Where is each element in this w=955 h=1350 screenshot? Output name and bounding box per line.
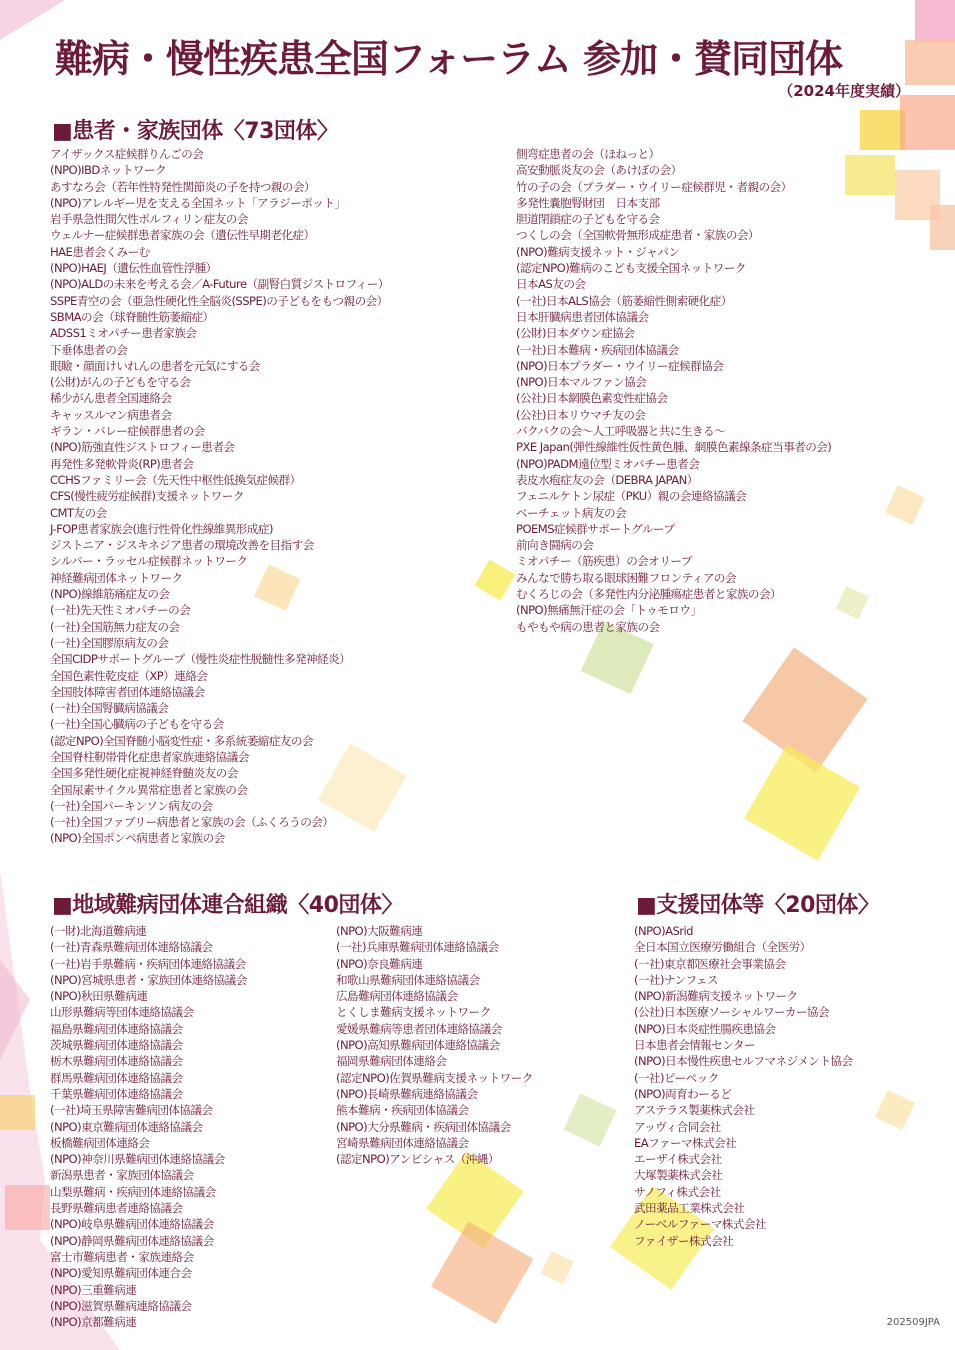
organization-name: (NPO)PADM遠位型ミオパチー患者会 [516, 456, 700, 471]
regional-list-col1 [50, 923, 247, 1330]
organization-name: (NPO)東京難病団体連絡協議会 [50, 1119, 203, 1134]
organization-name: (一社)青森県難病団体連絡協議会 [50, 940, 213, 955]
organization-name: フェニルケトン尿症（PKU）親の会連絡協議会 [516, 489, 747, 504]
regional-list-col2 [336, 923, 533, 1167]
organization-name: (NPO)IBDネットワーク [50, 163, 166, 178]
organization-name: 愛媛県難病等患者団体連絡協議会 [336, 1021, 502, 1036]
organization-name: 全国多発性硬化症視神経脊髄炎友の会 [50, 766, 238, 781]
organization-name: (NPO)日本炎症性腸疾患協会 [634, 1021, 776, 1036]
organization-name: キャッスルマン病患者会 [50, 407, 172, 422]
organization-name: 山梨県難病・疾病団体連絡協議会 [50, 1184, 216, 1199]
organization-name: (NPO)神奈川県難病団体連絡協議会 [50, 1152, 225, 1167]
page-title: 難病・慢性疾患全国フォーラム 参加・賛同団体 [55, 37, 842, 81]
organization-name: 熊本難病・疾病団体協議会 [336, 1103, 469, 1118]
organization-name: ベーチェット病友の会 [516, 505, 627, 520]
organization-name: 福島県難病団体連絡協議会 [50, 1021, 183, 1036]
organization-name: (NPO)奈良難病連 [336, 956, 423, 971]
organization-name: サノフィ株式会社 [634, 1184, 721, 1199]
organization-name: (NPO)滋賀県難病連絡協議会 [50, 1298, 192, 1313]
organization-name: (認定NPO)アンビシャス（沖縄） [336, 1152, 499, 1167]
organization-name: SSPE青空の会（亜急性硬化性全脳炎(SSPE)の子どもをもつ親の会） [50, 293, 388, 308]
organization-name: (認定NPO)難病のこども支援全国ネットワーク [516, 261, 746, 276]
organization-name: (公社)日本網膜色素変性症協会 [516, 391, 668, 406]
organization-name: (一社)全国膠原病友の会 [50, 635, 169, 650]
patients-list-col2 [516, 146, 831, 635]
organization-name: (NPO)全国ポンペ病患者と家族の会 [50, 831, 225, 846]
organization-name: アイザックス症候群りんごの会 [50, 147, 204, 161]
organization-name: 栃木県難病団体連絡協議会 [50, 1054, 183, 1069]
organization-name: (公社)日本医療ソーシャルワーカー協会 [634, 1005, 829, 1020]
organization-name: (NPO)新潟難病支援ネットワーク [634, 989, 798, 1004]
organization-name: (一社)全国心臓病の子どもを守る会 [50, 717, 224, 732]
organization-name: (一社)ピーペック [634, 1070, 719, 1085]
organization-name: 山形県難病等団体連絡協議会 [50, 1005, 194, 1020]
organization-name: (認定NPO)全国脊髄小脳変性症・多系統萎縮症友の会 [50, 733, 314, 748]
organization-name: アステラス製薬株式会社 [634, 1103, 755, 1118]
organization-name: (一社)日本難病・疾病団体協議会 [516, 342, 679, 357]
organization-name: とくしま難病支援ネットワーク [336, 1005, 491, 1020]
organization-name: (一社)日本ALS協会（筋萎縮性側索硬化症） [516, 293, 732, 308]
organization-name: 高安動脈炎友の会（あけぼの会） [516, 163, 682, 178]
organization-name: (一社)ナンフェス [634, 972, 719, 987]
organization-name: ギラン・バレー症候群患者の会 [50, 424, 205, 439]
organization-name: (NPO)大分県難病・疾病団体協議会 [336, 1119, 511, 1134]
organization-name: 表皮水疱症友の会（DEBRA JAPAN） [516, 472, 698, 487]
organization-name: (NPO)長崎県難病連絡協議会 [336, 1086, 478, 1101]
organization-name: POEMS症候群サポートグループ [516, 521, 675, 536]
organization-name: (認定NPO)佐賀県難病支援ネットワーク [336, 1070, 533, 1085]
organization-name: (NPO)日本慢性疾患セルフマネジメント協会 [634, 1054, 853, 1069]
organization-name: (NPO)無痛無汗症の会「トゥモロウ」 [516, 603, 702, 618]
organization-name: 長野県難病患者連絡協議会 [50, 1201, 183, 1216]
organization-name: 多発性嚢胞腎財団 日本支部 [516, 195, 660, 210]
organization-name: (一社)全国ファブリー病患者と家族の会（ふくろうの会） [50, 815, 334, 830]
organization-name: アッヴィ合同会社 [634, 1119, 721, 1134]
organization-name: ミオパチー（筋疾患）の会オリーブ [516, 554, 692, 569]
organization-name: 日本AS友の会 [516, 277, 586, 292]
organization-name: あすなろ会（若年性特発性関節炎の子を持つ親の会） [50, 179, 316, 194]
organization-name: 和歌山県難病団体連絡協議会 [336, 972, 480, 987]
organization-name: 日本患者会情報センター [634, 1038, 756, 1053]
organization-name: HAE患者会くみーむ [50, 244, 150, 259]
patients-list-col1 [50, 146, 389, 847]
organization-name: CFS(慢性疲労症候群)支援ネットワーク [50, 489, 244, 504]
organization-name: 福岡県難病団体連絡会 [336, 1054, 447, 1069]
organization-name: 稀少がん患者全国連絡会 [50, 391, 172, 406]
organization-name: シルバー・ラッセル症候群ネットワーク [50, 554, 248, 569]
organization-name: ノーベルファーマ株式会社 [634, 1217, 766, 1232]
organization-name: 眼瞼・顔面けいれんの患者を元気にする会 [50, 358, 260, 373]
organization-name: (NPO)秋田県難病連 [50, 989, 148, 1004]
organization-name: 竹の子の会（プラダー・ウイリー症候群児・者親の会） [516, 179, 792, 194]
organization-name: 全国CIDPサポートグループ（慢性炎症性脱髄性多発神経炎） [50, 652, 351, 667]
section-heading-support: ■支援団体等〈20団体〉 [636, 893, 880, 918]
organization-name: 千葉県難病団体連絡協議会 [50, 1086, 183, 1101]
organization-name: 前向き闘病の会 [516, 538, 594, 553]
organization-name: 新潟県患者・家族団体協議会 [50, 1168, 194, 1183]
organization-name: 全国色素性乾皮症（XP）連絡会 [50, 668, 208, 683]
organization-name: バクバクの会～人工呼吸器と共に生きる～ [516, 424, 726, 439]
organization-name: 広島難病団体連絡協議会 [336, 989, 458, 1004]
organization-name: 日本肝臓病患者団体協議会 [516, 309, 649, 324]
organization-name: (一社)東京都医療社会事業協会 [634, 956, 786, 971]
organization-name: CCHSファミリー会（先天性中枢性低換気症候群） [50, 472, 301, 487]
organization-name: 大塚製薬株式会社 [634, 1168, 723, 1183]
organization-name: (NPO)日本マルファン協会 [516, 375, 647, 390]
page-subtitle: （2024年度実績） [778, 82, 910, 100]
organization-name: (公財)日本ダウン症協会 [516, 326, 635, 341]
support-list-col1 [634, 923, 852, 1249]
organization-name: 全国脊柱靭帯骨化症患者家族連絡協議会 [50, 749, 249, 764]
organization-name: 全日本国立医療労働組合（全医労） [634, 940, 811, 955]
organization-name: (一社)全国筋無力症友の会 [50, 619, 180, 634]
organization-name: もやもや病の患者と家族の会 [516, 619, 660, 634]
organization-name: (一社)岩手県難病・疾病団体連絡協議会 [50, 956, 246, 971]
organization-name: (NPO)静岡県難病団体連絡協議会 [50, 1233, 214, 1248]
organization-name: (一社)兵庫県難病団体連絡協議会 [336, 940, 499, 955]
organization-name: 全国尿素サイクル異常症患者と家族の会 [50, 782, 248, 797]
organization-name: EAファーマ株式会社 [634, 1135, 737, 1150]
organization-name: (公社)日本リウマチ友の会 [516, 407, 646, 422]
organization-name: 富士市難病患者・家族連絡会 [50, 1249, 194, 1264]
organization-name: (一社)全国腎臓病協議会 [50, 701, 169, 716]
organization-name: (NPO)両育わーるど [634, 1086, 732, 1101]
organization-name: 下垂体患者の会 [50, 342, 128, 357]
organization-name: (NPO)アレルギー児を支える全国ネット「アラジーポット」 [50, 195, 346, 210]
organization-name: (公財)がんの子どもを守る会 [50, 375, 191, 390]
organization-name: (一社)埼玉県障害難病団体協議会 [50, 1103, 213, 1118]
organization-name: 全国肢体障害者団体連絡協議会 [50, 684, 205, 699]
organization-name: むくろじの会（多発性内分泌腫瘍症患者と家族の会） [516, 587, 782, 602]
organization-name: (NPO)高知県難病団体連絡協議会 [336, 1038, 500, 1053]
organization-name: SBMAの会（球脊髄性筋萎縮症） [50, 309, 214, 324]
organization-name: PXE Japan(弾性線維性仮性黄色腫、網膜色素線条症当事者の会) [516, 440, 832, 455]
organization-name: 胆道閉鎖症の子どもを守る会 [516, 212, 660, 227]
organization-name: CMT友の会 [50, 505, 107, 520]
organization-name: みんなで勝ち取る眼球困難フロンティアの会 [516, 570, 736, 585]
organization-name: ジストニア・ジスキネジア患者の環境改善を目指す会 [50, 538, 314, 553]
organization-name: (一社)全国パーキンソン病友の会 [50, 798, 213, 813]
organization-name: (NPO)日本プラダー・ウイリー症候群協会 [516, 358, 724, 373]
organization-name: (NPO)宮城県患者・家族団体連絡協議会 [50, 972, 247, 987]
organization-name: (NPO)三重難病連 [50, 1282, 137, 1297]
organization-name: 群馬県難病団体連絡協議会 [50, 1070, 183, 1085]
organization-name: 茨城県難病団体連絡協議会 [50, 1038, 183, 1053]
organization-name: (NPO)ALDの未来を考える会／A-Future（副腎白質ジストロフィー） [50, 277, 389, 292]
organization-name: (NPO)線維筋痛症友の会 [50, 587, 170, 602]
organization-name: (一財)北海道難病連 [50, 924, 147, 938]
organization-name: ウェルナー症候群患者家族の会（遺伝性早期老化症） [50, 228, 315, 243]
organization-name: (NPO)HAEJ（遺伝性血管性浮腫） [50, 261, 217, 276]
organization-name: (NPO)愛知県難病団体連合会 [50, 1266, 192, 1281]
organization-name: 岩手県急性間欠性ポルフィリン症友の会 [50, 212, 248, 227]
organization-name: (NPO)京都難病連 [50, 1315, 137, 1330]
organization-name: 宮崎県難病団体連絡協議会 [336, 1135, 469, 1150]
organization-name: (一社)先天性ミオパチーの会 [50, 603, 191, 618]
section-heading-patients: ■患者・家族団体〈73団体〉 [52, 119, 339, 144]
section-heading-regional: ■地域難病団体連合組織〈40団体〉 [52, 893, 403, 918]
organization-name: つくしの会（全国軟骨無形成症患者・家族の会） [516, 228, 759, 243]
organization-name: ADSS1ミオパチー患者家族会 [50, 326, 197, 341]
organization-name: (NPO)ASrid [634, 924, 693, 938]
organization-name: (NPO)筋強直性ジストロフィー患者会 [50, 440, 235, 455]
organization-name: (NPO)難病支援ネット・ジャパン [516, 244, 680, 259]
organization-name: (NPO)岐阜県難病団体連絡協議会 [50, 1217, 214, 1232]
organization-name: 側弯症患者の会（ほねっと） [516, 147, 660, 161]
organization-name: J-FOP患者家族会(進行性骨化性線維異形成症) [50, 521, 273, 536]
organization-name: エーザイ株式会社 [634, 1152, 722, 1167]
organization-name: 神経難病団体ネットワーク [50, 570, 183, 585]
organization-name: 再発性多発軟骨炎(RP)患者会 [50, 456, 194, 471]
organization-name: ファイザー株式会社 [634, 1233, 734, 1248]
organization-name: (NPO)大阪難病連 [336, 924, 423, 938]
organization-name: 武田薬品工業株式会社 [634, 1201, 745, 1216]
document-code: 202509JPA [886, 1317, 940, 1328]
organization-name: 板橋難病団体連絡会 [50, 1135, 150, 1150]
